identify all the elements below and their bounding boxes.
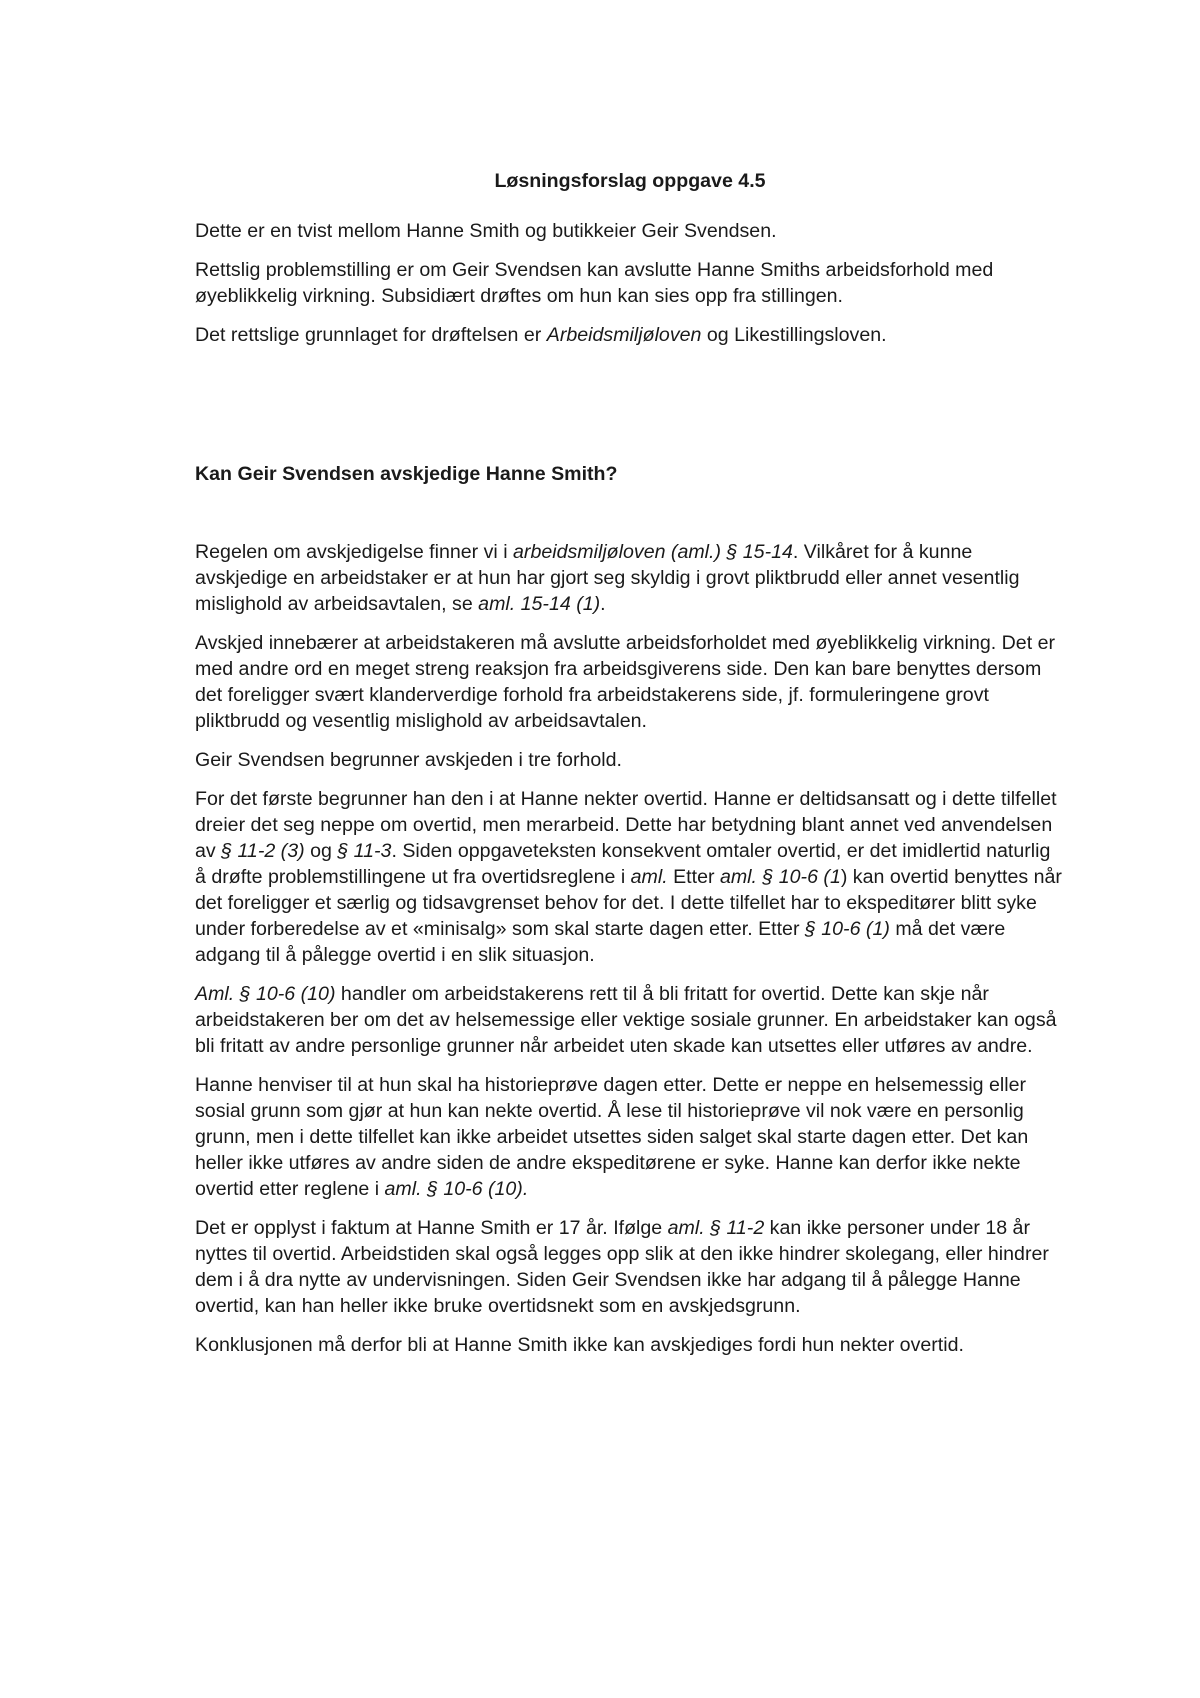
italic-text-run: arbeidsmiljøloven (aml.) § 15-14 [513,541,793,563]
document-content [195,168,1065,1371]
text-run: Regelen om avskjedigelse finner vi i [195,541,514,563]
body-paragraph [195,1332,1065,1358]
text-run: må det være adgang til å pålegge overtid i en slik situasjon. [195,918,1006,966]
italic-text-run: aml. § 10-6 (10). [384,1178,529,1200]
italic-text-run: Aml. § 10-6 (10) [195,983,336,1005]
body-paragraph [195,539,1065,617]
intro-paragraph [195,322,1065,348]
text-run: Avskjed innebærer at arbeidstakeren må avslutte arbeidsforholdet med øyeblikkelig virkning. Det er med andre ord en meget streng reaksjon fra arbeidsgiverens side. Den kan bare benyttes dersom det foreligger svært klanderverdige forhold fra arbeidstakerens side, jf. formuleringene grovt pliktbrudd og vesentlig mislighold av arbeidsavtalen. [195,632,1056,732]
text-run: Hanne henviser til at hun skal ha historieprøve dagen etter. Dette er neppe en helsemessig eller sosial grunn som gjør at hun kan nekte overtid. Å lese til historieprøve vil nok være en personlig grunn, men i dette tilfellet kan ikke arbeidet utsettes siden salget skal starte dagen etter. Det kan heller ikke utføres av andre siden de andre ekspeditørene er syke. Hanne kan derfor ikke nekte overtid etter reglene i [195,1074,1029,1200]
italic-text-run: § 10-6 (1) [804,918,890,940]
italic-text-run: aml. § 10-6 (1 [719,866,841,888]
intro-paragraph [195,218,1065,244]
body-paragraph [195,1215,1065,1319]
section-heading: Kan Geir Svendsen avskjedige Hanne Smith? [195,463,618,485]
text-run: Det rettslige grunnlaget for drøftelsen er [195,324,547,346]
text-run: kan ikke personer under 18 år nyttes til overtid. Arbeidstiden skal også legges opp slik at den ikke hindrer skolegang, eller hindrer dem i å dra nytte av undervisningen. Siden Geir Svendsen ikke har adgang til å pålegge Hanne overtid, kan han heller ikke bruke overtidsnekt som en avskjedsgrunn. [195,1217,1049,1317]
text-run: . Vilkåret for å kunne avskjedige en arbeidstaker er at hun har gjort seg skyldig i grovt pliktbrudd eller annet vesentlig mislighold av arbeidsavtalen, se [195,541,1020,615]
italic-text-run: aml. 15-14 (1) [478,593,601,615]
text-run: For det første begrunner han den i at Hanne nekter overtid. Hanne er deltidsansatt og i dette tilfellet dreier det seg neppe om overtid, men merarbeid. Dette har betydning blant annet ved anvendelsen av [195,788,1057,862]
italic-text-run: § 11-3 [337,840,392,862]
text-run: . Siden oppgaveteksten konsekvent omtaler overtid, er det imidlertid naturlig å drøfte problemstillingene ut fra overtidsreglene i [195,840,1051,888]
body-paragraph [195,747,1065,773]
text-run: og [304,840,338,862]
text-run: Konklusjonen må derfor bli at Hanne Smith ikke kan avskjediges fordi hun nekter overtid. [195,1334,964,1356]
body-paragraph [195,630,1065,734]
text-run: Rettslig problemstilling er om Geir Svendsen kan avslutte Hanne Smiths arbeidsforhold med øyeblikkelig virkning. Subsidiært drøftes om hun kan sies opp fra stillingen. [195,259,994,307]
body-section [195,539,1065,1358]
italic-text-run: aml. [630,866,668,888]
text-run: Geir Svendsen begrunner avskjeden i tre forhold. [195,749,622,771]
text-run: og Likestillingsloven. [701,324,887,346]
body-paragraph [195,981,1065,1059]
intro-paragraph [195,257,1065,309]
text-run: . [600,593,606,615]
text-run: ) kan overtid benyttes når det foreligger et særlig og tidsavgrenset behov for det. I dette tilfellet har to ekspeditører blitt syke under forberedelse av et «minisalg» som skal starte dagen etter. Etter [195,866,1062,940]
italic-text-run: § 11-2 (3) [221,840,305,862]
text-run: Etter [667,866,720,888]
body-paragraph [195,786,1065,968]
body-paragraph [195,1072,1065,1202]
text-run: Det er opplyst i faktum at Hanne Smith er 17 år. Ifølge [195,1217,668,1239]
italic-text-run: aml. § 11-2 [667,1217,765,1239]
document-title: Løsningsforslag oppgave 4.5 [494,170,766,192]
intro-section [195,218,1065,348]
italic-text-run: Arbeidsmiljøloven [546,324,702,346]
text-run: Dette er en tvist mellom Hanne Smith og butikkeier Geir Svendsen. [195,220,777,242]
text-run: handler om arbeidstakerens rett til å bli fritatt for overtid. Dette kan skje når arbeidstakeren ber om det av helsemessige eller vektige sosiale grunner. En arbeidstaker kan også bli fritatt av andre personlige grunner når arbeidet uten skade kan utsettes eller utføres av andre. [195,983,1057,1057]
spacer [195,361,1065,461]
